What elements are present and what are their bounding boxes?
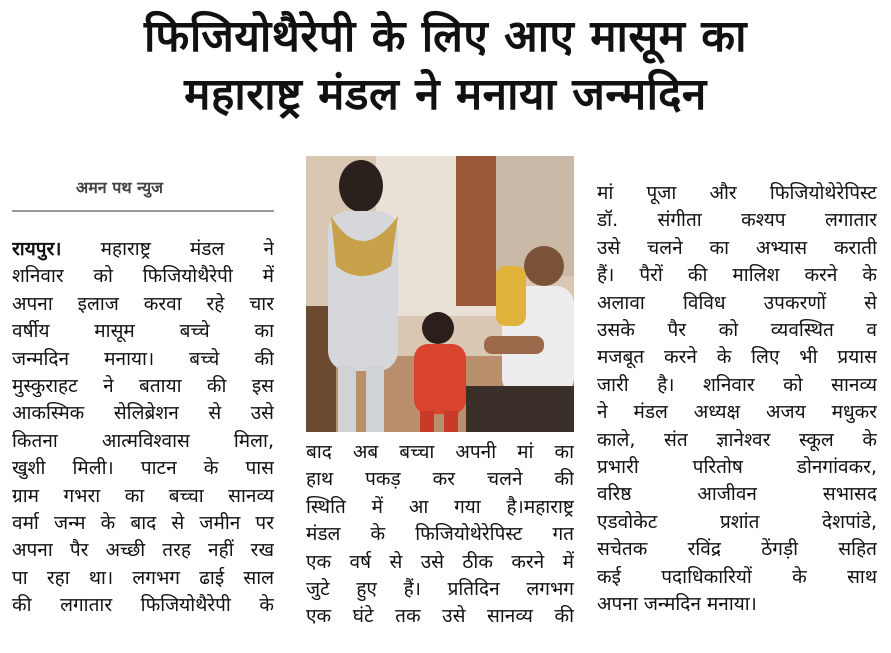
article-line: वरिष्ठ आजीवन सभासद: [597, 483, 877, 506]
article-line: प्रभारी परितोष डोनगांवकर,: [597, 456, 877, 479]
headline-line-1: फिजियोथैरेपी के लिए आए मासूम का: [144, 11, 747, 62]
article-line: जुटे हुए हैं। प्रतिदिन लगभग: [306, 578, 574, 601]
article-line: सचेतक रविंद्र ठेंगड़ी सहित: [597, 538, 877, 561]
article-column-2: [306, 439, 574, 631]
article-line: मुस्कुराहट ने बताया की इस: [12, 375, 274, 398]
article-column-1: [12, 236, 274, 620]
article-line: डॉ. संगीता कश्यप लगातार: [597, 209, 877, 232]
article-line: हाथ पकड़ कर चलने की: [306, 468, 574, 491]
article-line: एडवोकेट प्रशांत देशपांडे,: [597, 510, 877, 533]
article-line: उसे चलने का अभ्यास कराती: [597, 236, 877, 259]
article-line: मजबूत करने के लिए भी प्रयास: [597, 346, 877, 369]
article-line: पा रहा था। लगभग ढाई साल: [12, 566, 274, 589]
article-line: ने मंडल अध्यक्ष अजय मधुकर: [597, 401, 877, 424]
article-line: उसके पैर को व्यवस्थित व: [597, 319, 877, 342]
byline-rule: [12, 210, 274, 212]
article-line: हैं। पैरों की मालिश करने के: [597, 264, 877, 287]
article-line: एक वर्ष से उसे ठीक करने में: [306, 550, 574, 573]
article-line: बाद अब बच्चा अपनी मां का: [306, 441, 574, 463]
headline-line-2: महाराष्ट्र मंडल ने मनाया जन्मदिन: [184, 69, 707, 120]
article-line: आकस्मिक सेलिब्रेशन से उसे: [12, 402, 274, 425]
article-line: कितना आत्मविश्वास मिला,: [12, 429, 274, 452]
article-line: काले, संत ज्ञानेश्वर स्कूल के: [597, 428, 877, 451]
headline: [0, 8, 891, 124]
article-line: जन्मदिन मनाया। बच्चे की: [12, 347, 274, 370]
news-photo: [306, 156, 574, 432]
article-line: स्थिति में आ गया है।महाराष्ट्र: [306, 495, 574, 518]
article-line: जारी है। शनिवार को सानव्य: [597, 373, 877, 396]
photo-illustration: [306, 156, 574, 432]
article-line: की लगातार फिजियोथैरेपी के: [12, 594, 274, 617]
dateline: रायपुर।: [12, 238, 62, 260]
article-line: वर्मा जन्म के बाद से जमीन पर: [12, 512, 274, 535]
article-column-3: [597, 180, 877, 619]
article-line: ग्राम गभरा का बच्चा सानव्य: [12, 484, 274, 507]
article-line: अपना पैर अच्छी तरह नहीं रख: [12, 539, 274, 562]
article-line: अपना इलाज करवा रहे चार: [12, 292, 274, 315]
article-line: अलावा विविध उपकरणों से: [597, 291, 877, 314]
article-line: महाराष्ट्र मंडल ने: [100, 238, 274, 260]
article-line: एक घंटे तक उसे सानव्य की: [306, 605, 574, 628]
byline: अमन पथ न्युज: [76, 178, 163, 197]
article-line: मां पूजा और फिजियोथेरेपिस्ट: [597, 182, 877, 204]
article-line: कई पदाधिकारियों के साथ: [597, 565, 877, 588]
article-line: अपना जन्मदिन मनाया।: [597, 593, 757, 616]
article-line: मंडल के फिजियोथेरेपिस्ट गत: [306, 523, 574, 546]
article-line: वर्षीय मासूम बच्चे का: [12, 320, 274, 343]
article-line: खुशी मिली। पाटन के पास: [12, 457, 274, 480]
article-line: शनिवार को फिजियोथैरेपी में: [12, 265, 274, 288]
